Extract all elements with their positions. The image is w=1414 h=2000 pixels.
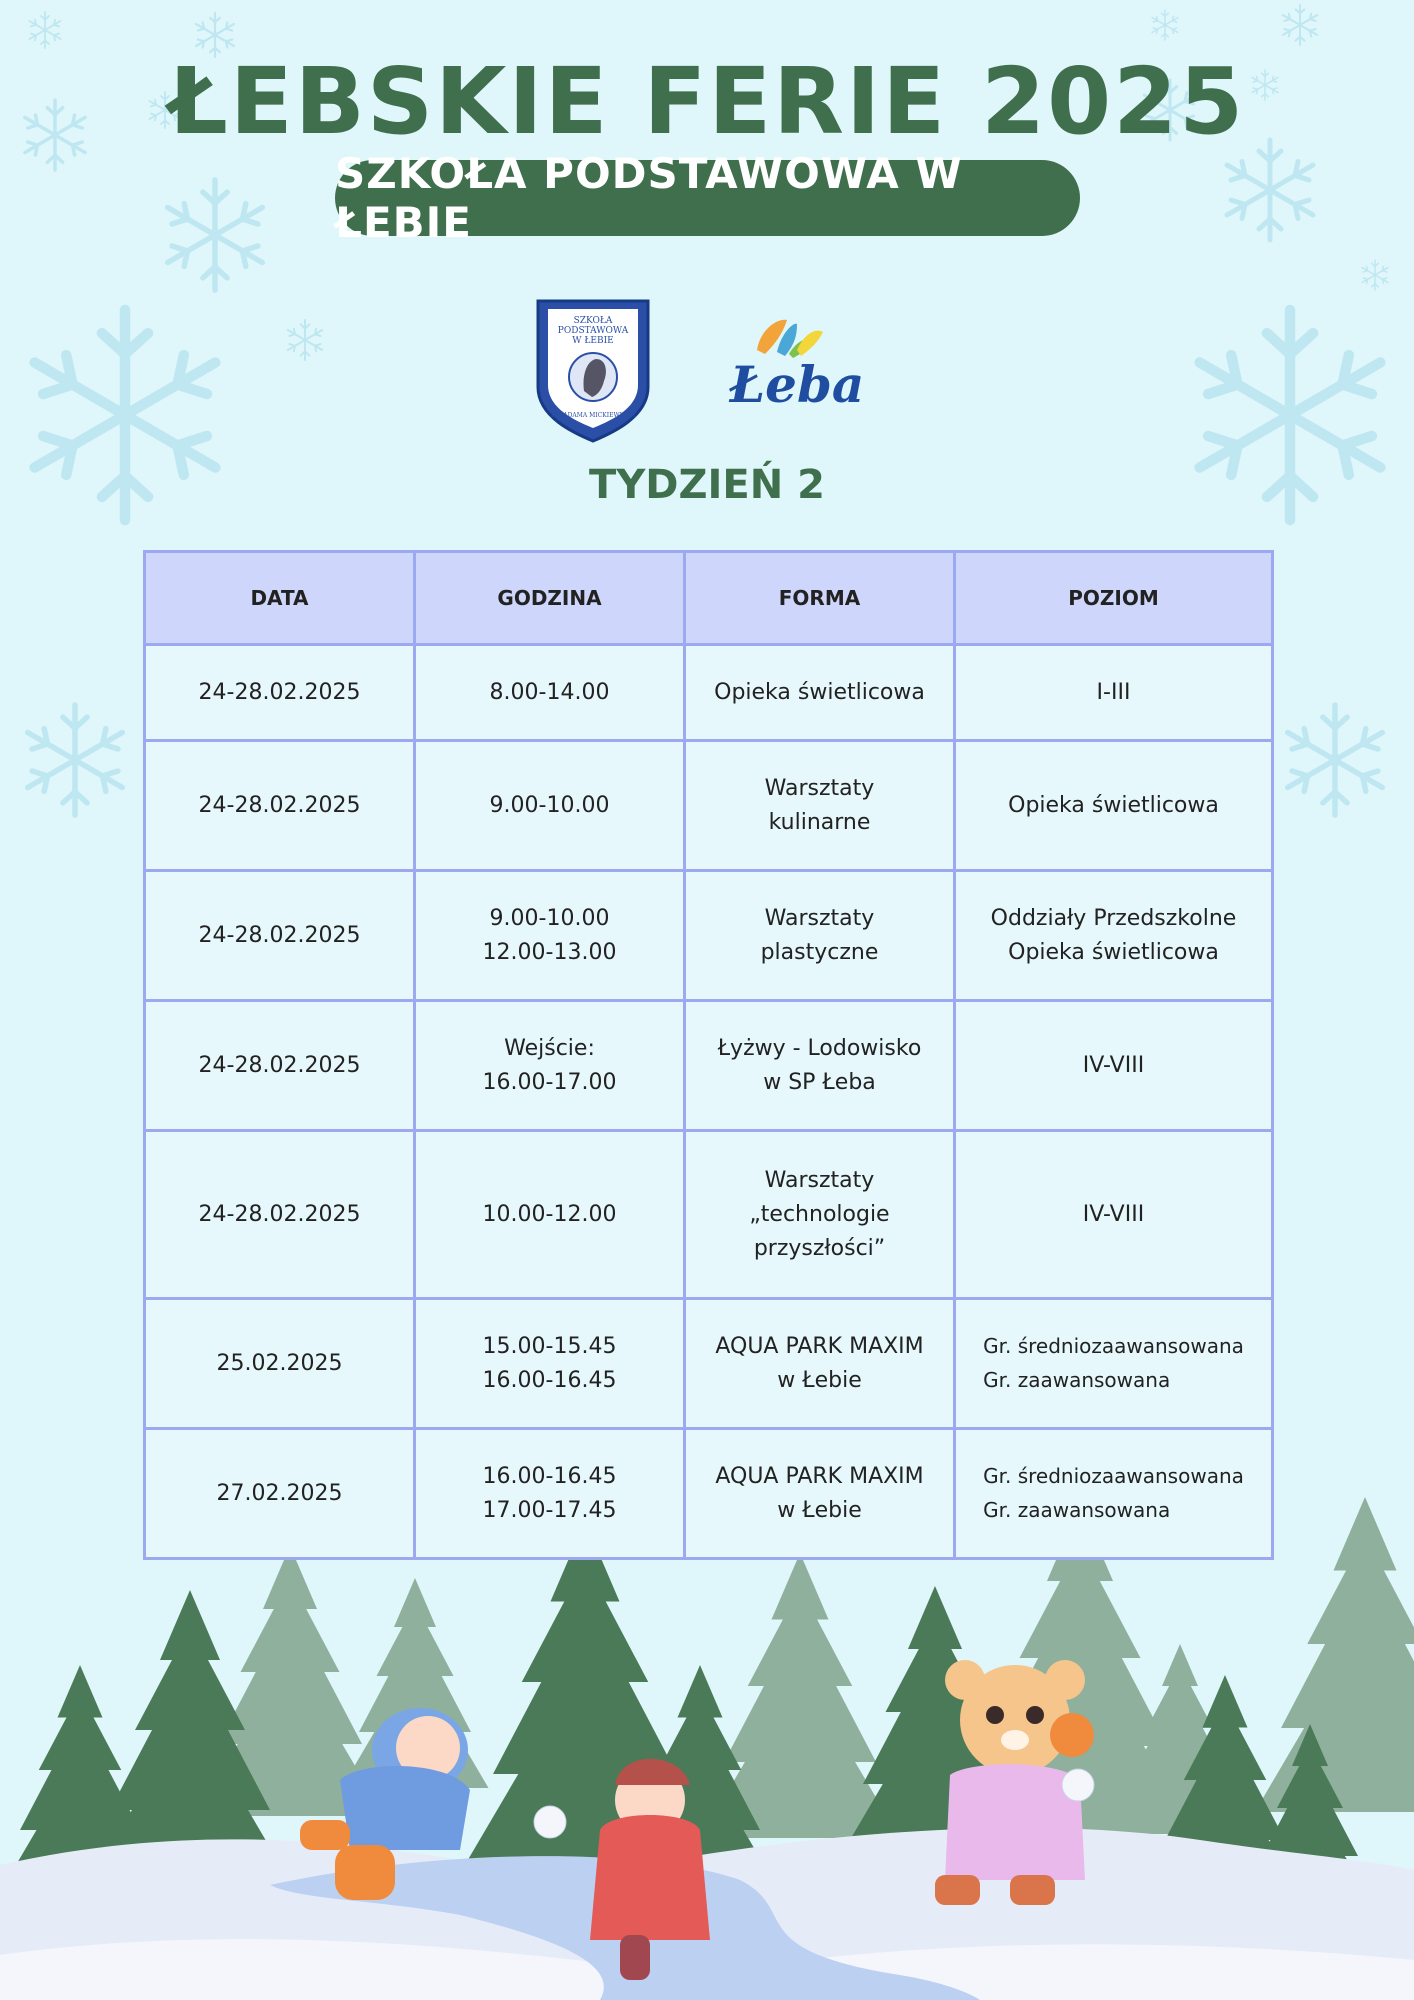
cell-poziom bbox=[955, 741, 1273, 871]
cell-line: I-III bbox=[1096, 679, 1131, 705]
cell-forma bbox=[685, 1001, 955, 1131]
cell-line: 17.00-17.45 bbox=[482, 1497, 617, 1523]
column-header-poziom: POZIOM bbox=[955, 552, 1273, 645]
cell-poziom bbox=[955, 1299, 1273, 1429]
badge-line-3: W ŁEBIE bbox=[572, 336, 614, 346]
cell-godzina bbox=[415, 1429, 685, 1559]
column-header-godzina: GODZINA bbox=[415, 552, 685, 645]
cell-line: Warsztaty bbox=[764, 775, 875, 801]
table-row bbox=[145, 1299, 1273, 1429]
cell-line: Gr. zaawansowana bbox=[983, 1368, 1171, 1392]
cell-line: w SP Łeba bbox=[763, 1069, 876, 1095]
cell-forma bbox=[685, 1299, 955, 1429]
cell-godzina bbox=[415, 1299, 685, 1429]
cell-data: 25.02.2025 bbox=[145, 1299, 415, 1429]
badge-line-2: PODSTAWOWA bbox=[557, 326, 629, 336]
cell-line: w Łebie bbox=[777, 1497, 862, 1523]
leba-logo-wordmark: Łeba bbox=[729, 355, 865, 410]
cell-line: kulinarne bbox=[768, 809, 871, 835]
cell-line: IV-VIII bbox=[1082, 1052, 1145, 1078]
leba-town-logo bbox=[705, 310, 890, 410]
table-row bbox=[145, 645, 1273, 741]
cell-line: Łyżwy - Lodowisko bbox=[717, 1035, 922, 1061]
badge-line-4: IM. ADAMA MICKIEWICZA bbox=[550, 412, 636, 419]
cell-line: Wejście: bbox=[504, 1035, 595, 1061]
cell-forma bbox=[685, 741, 955, 871]
school-badge-logo bbox=[532, 295, 654, 443]
cell-line: Opieka świetlicowa bbox=[1008, 792, 1219, 818]
cell-godzina bbox=[415, 1001, 685, 1131]
cell-godzina bbox=[415, 741, 685, 871]
cell-forma bbox=[685, 645, 955, 741]
bear-illustration bbox=[935, 1660, 1094, 1905]
cell-line: AQUA PARK MAXIM bbox=[715, 1463, 924, 1489]
cell-line: 10.00-12.00 bbox=[482, 1201, 617, 1227]
cell-poziom bbox=[955, 1131, 1273, 1299]
cell-line: Opieka świetlicowa bbox=[1008, 939, 1219, 965]
table-row bbox=[145, 1429, 1273, 1559]
cell-line: Gr. średniozaawansowana bbox=[983, 1334, 1244, 1358]
cell-line: plastyczne bbox=[760, 939, 879, 965]
cell-line: 16.00-17.00 bbox=[482, 1069, 617, 1095]
cell-forma bbox=[685, 1429, 955, 1559]
cell-line: 9.00-10.00 bbox=[489, 792, 610, 818]
table-row bbox=[145, 1001, 1273, 1131]
cell-poziom bbox=[955, 1429, 1273, 1559]
cell-godzina bbox=[415, 1131, 685, 1299]
page-title: ŁEBSKIE FERIE 2025 bbox=[168, 48, 1246, 155]
cell-line: Gr. średniozaawansowana bbox=[983, 1464, 1244, 1488]
cell-data: 24-28.02.2025 bbox=[145, 741, 415, 871]
cell-poziom bbox=[955, 871, 1273, 1001]
cell-data: 24-28.02.2025 bbox=[145, 645, 415, 741]
cell-line: Opieka świetlicowa bbox=[714, 679, 925, 705]
cell-data: 24-28.02.2025 bbox=[145, 1001, 415, 1131]
table-row bbox=[145, 741, 1273, 871]
cell-line: Gr. zaawansowana bbox=[983, 1498, 1171, 1522]
cell-line: 8.00-14.00 bbox=[489, 679, 610, 705]
school-name-label: SZKOŁA PODSTAWOWA W ŁEBIE bbox=[335, 149, 963, 247]
school-name-banner bbox=[335, 149, 1080, 247]
column-header-forma: FORMA bbox=[685, 552, 955, 645]
cell-godzina bbox=[415, 871, 685, 1001]
schedule-table bbox=[143, 550, 1274, 1560]
cell-line: 16.00-16.45 bbox=[482, 1367, 617, 1393]
cell-poziom bbox=[955, 1001, 1273, 1131]
column-header-data: DATA bbox=[145, 552, 415, 645]
table-row bbox=[145, 871, 1273, 1001]
cell-line: IV-VIII bbox=[1082, 1201, 1145, 1227]
cell-godzina bbox=[415, 645, 685, 741]
cell-data: 24-28.02.2025 bbox=[145, 871, 415, 1001]
cell-poziom bbox=[955, 645, 1273, 741]
cell-line: AQUA PARK MAXIM bbox=[715, 1333, 924, 1359]
table-row bbox=[145, 1131, 1273, 1299]
cell-data: 27.02.2025 bbox=[145, 1429, 415, 1559]
cell-line: 12.00-13.00 bbox=[482, 939, 617, 965]
cell-line: 16.00-16.45 bbox=[482, 1463, 617, 1489]
cell-data: 24-28.02.2025 bbox=[145, 1131, 415, 1299]
cell-line: 9.00-10.00 bbox=[489, 905, 610, 931]
cell-line: w Łebie bbox=[777, 1367, 862, 1393]
cell-forma bbox=[685, 871, 955, 1001]
badge-line-1: SZKOŁA bbox=[573, 316, 613, 326]
cell-forma bbox=[685, 1131, 955, 1299]
cell-line: Oddziały Przedszkolne bbox=[990, 905, 1237, 931]
table-header-row bbox=[145, 552, 1273, 645]
week-heading: TYDZIEŃ 2 bbox=[589, 462, 825, 508]
cell-line: „technologie bbox=[749, 1201, 890, 1227]
cell-line: 15.00-15.45 bbox=[482, 1333, 617, 1359]
cell-line: Warsztaty bbox=[764, 905, 875, 931]
cell-line: przyszłości” bbox=[753, 1235, 886, 1261]
cell-line: Warsztaty bbox=[764, 1167, 875, 1193]
